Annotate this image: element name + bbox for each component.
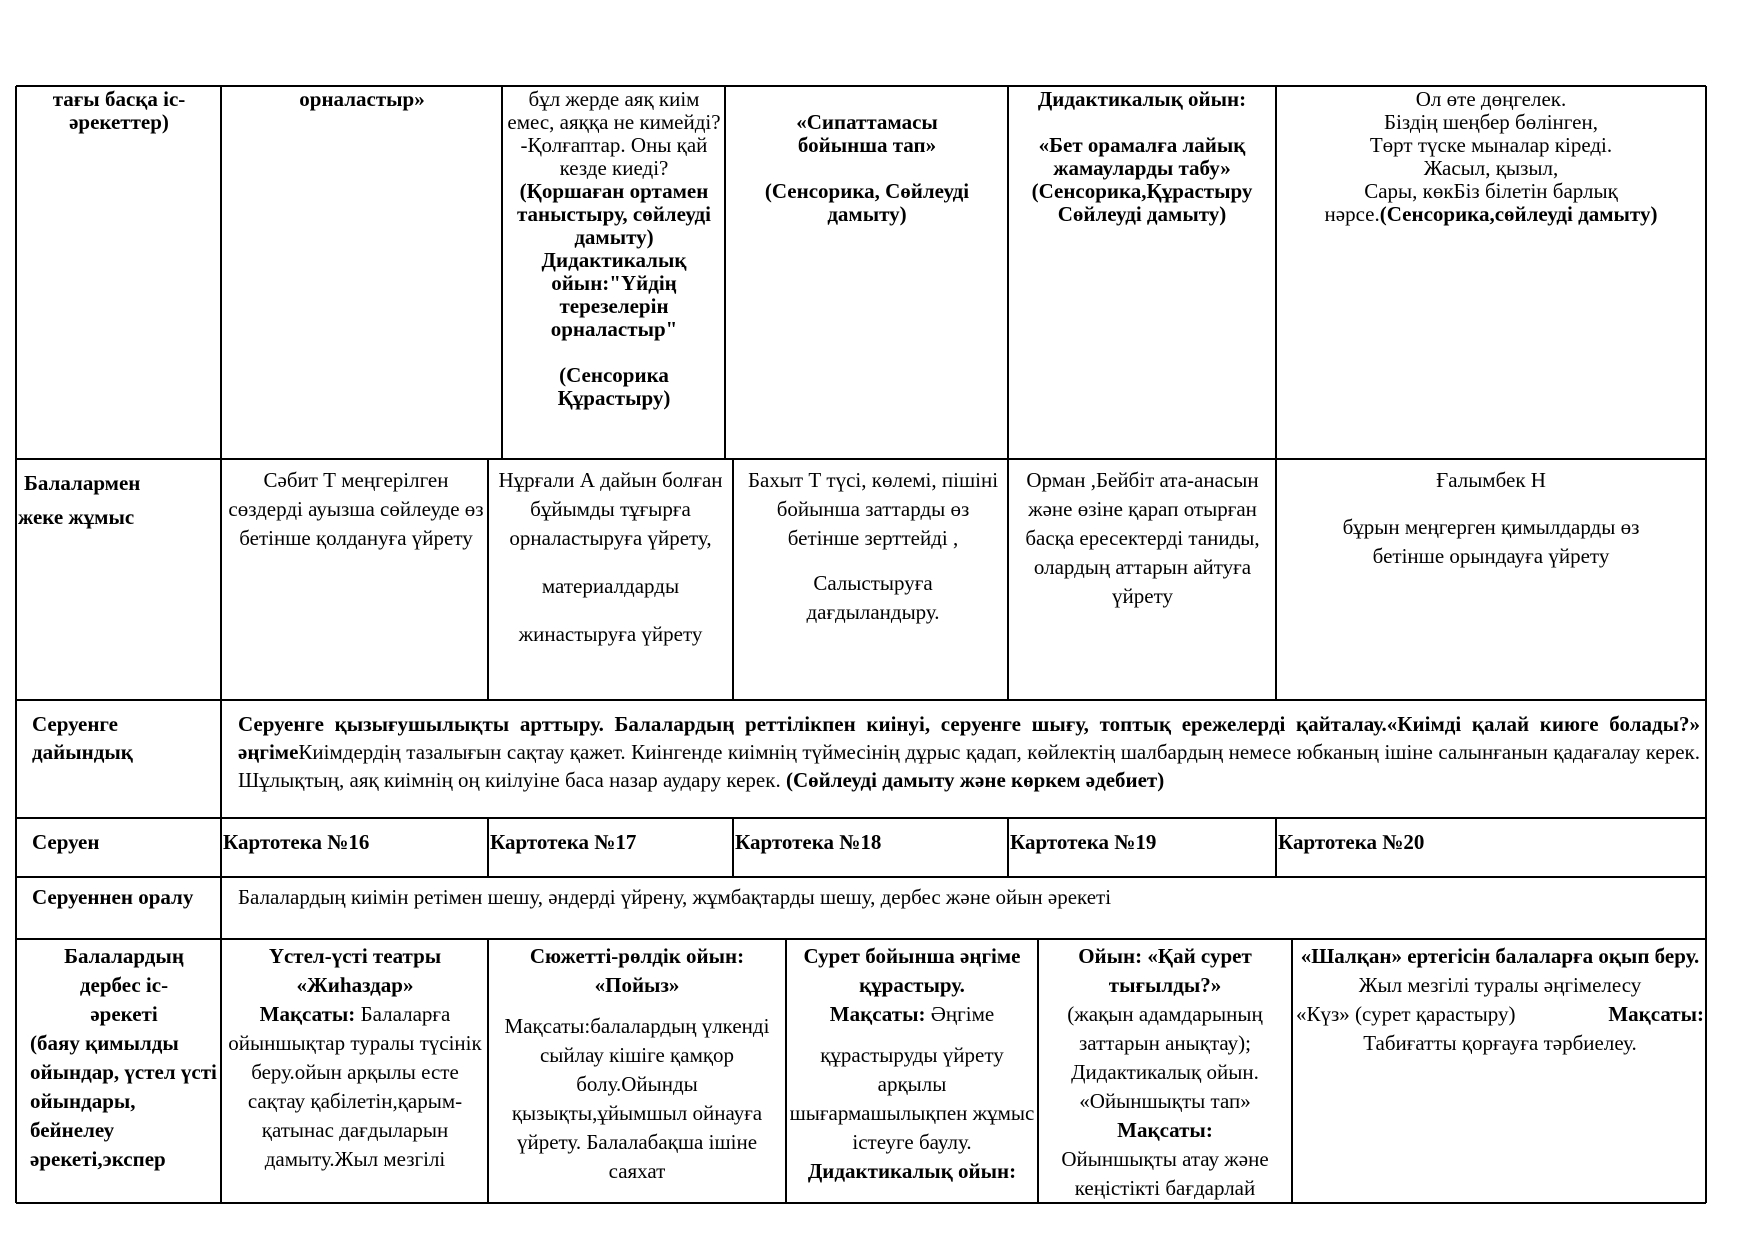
walk-prep-label-text: Серуенге дайындық [32, 712, 133, 764]
walk-prep-text [238, 710, 1700, 794]
individual-col2 [489, 466, 732, 649]
return-text [238, 883, 1698, 911]
poem-line-6 [1278, 203, 1704, 226]
activities-col4-game: «Бет орамалға лайық жамауларды табу» [1038, 133, 1246, 180]
independent-col2-text: Мақсаты:балалардың үлкенді сыйлау кішіге қамқор болу.Ойынды қызықты,ұйымшыл ойнауға үйрету. Балалабақша ішіне саяхат [504, 1014, 770, 1183]
independent-col4 [1039, 942, 1291, 1203]
individual-col3-p1: Бахыт Т түсі, көлемі, пішіні бойынша заттарды өз бетінше зерттейді , [747, 468, 999, 550]
walk-card-2-text: Картотека №17 [490, 830, 637, 854]
walk-card-2 [490, 828, 730, 856]
activities-col2-note: (Қоршаған ортамен таныстыру, сөйлеуді дамыту) [516, 179, 712, 249]
individual-col2-p1: Нұрғали А дайын болған бұйымды тұғырға орналастыруға үйрету, [498, 468, 723, 550]
activities-col2-game: Дидактикалық ойын:"Үйдің терезелерін орналастыр" [541, 248, 687, 341]
activities-col3-note: (Сенсорика, Сөйлеуді дамыту) [764, 179, 970, 226]
walk-prep-body: Киімдердің тазалығын сақтау қажет. Киінгенде киімнің түймесінің дұрыс қадап, көйлектің шалбардың немесе юбканың ішіне салынғанын қадағалау керек. Шұлықтың, аяқ киімнің оң киілуіне баса назар аудару керек. [238, 740, 1700, 792]
poem-line-6-note: (Сенсорика,сөйлеуді дамыту) [1379, 202, 1658, 226]
walk-card-4 [1010, 828, 1272, 856]
individual-col1 [228, 466, 484, 553]
activities-col1-text: орналастыр» [299, 88, 425, 111]
independent-label-title: Балалардың дербес іс-әрекеті [64, 944, 184, 1026]
individual-col4 [1010, 466, 1275, 611]
independent-col4-text1: (жақын адамдарының заттарын анықтау); Дидактикалық ойын. «Ойыншықты тап» [1067, 1002, 1263, 1113]
independent-col1 [225, 942, 485, 1174]
row-individual-label [18, 466, 218, 534]
walk-card-5-text: Картотека №20 [1278, 830, 1425, 854]
independent-col3 [788, 942, 1036, 1186]
independent-col5 [1296, 942, 1704, 1058]
poem-line-6-plain: нәрсе. [1324, 202, 1380, 226]
independent-col5-goal-label: Мақсаты: [1608, 1002, 1704, 1026]
poem-line-2: Біздің шеңбер бөлінген, [1384, 110, 1598, 134]
independent-col4-goal-label: Мақсаты: [1117, 1118, 1213, 1142]
independent-col1-goal: Балаларға ойыншықтар туралы түсінік беру.ойын арқылы есте сақтау қабілетін,қарым-қатынас дағдыларын дамыту.Жыл мезгілі [228, 1002, 482, 1171]
activities-col3-title: «Сипаттамасы бойынша тап» [796, 111, 938, 157]
row-walk-prep-label [32, 710, 212, 766]
individual-col2-p2: материалдарды [541, 574, 680, 598]
independent-col3-goal-label: Мақсаты: [829, 1002, 926, 1026]
walk-card-3 [735, 828, 1005, 856]
poem-line-4: Жасыл, қызыл, [1423, 156, 1559, 180]
walk-card-1 [223, 828, 485, 856]
walk-card-4-text: Картотека №19 [1010, 830, 1157, 854]
independent-col5-title: «Шалқан» ертегісін балаларға оқып беру. [1300, 944, 1700, 968]
independent-col5-title-plain: Жыл мезгілі туралы әңгімелесу [1358, 973, 1642, 997]
independent-col2 [491, 942, 783, 1186]
independent-col3-title: Сурет бойынша әңгіме құрастыру. [803, 944, 1021, 997]
activities-col2-question: бұл жерде аяқ киім емес, аяққа не кимейді?-Қолғаптар. Оны қай кезде киеді? [507, 88, 721, 180]
independent-col1-title: Үстел-үсті театры «Жиһаздар» [268, 944, 442, 997]
independent-col3-game: Дидактикалық ойын: [807, 1159, 1017, 1183]
activities-label-text: тағы басқа іс-әрекеттер) [52, 88, 186, 134]
individual-label-line2: жеке жұмыс [18, 505, 135, 529]
row-activities-label [24, 88, 214, 134]
return-text-value: Балалардың киімін ретімен шешу, әндерді үйрену, жұмбақтарды шешу, дербес және ойын әрекеті [238, 885, 1112, 909]
walk-prep-intro: Серуенге қызығушылықты арттыру. Балалардың реттілікпен киінуі, серуенге шығу, топтық ережелерді қайталау.«Киімді қалай киюге болады?» әңгіме [238, 712, 1700, 764]
return-label-text: Серуеннен оралу [32, 885, 194, 909]
walk-card-3-text: Картотека №18 [735, 830, 882, 854]
individual-col4-text: Орман ,Бейбіт ата-анасын және өзіне қарап отырған басқа ересектерді таниды, олардың аттарын айтуға үйрету [1025, 468, 1260, 608]
independent-col4-text2: Ойыншықты атау және кеңістікті бағдарлай [1061, 1147, 1269, 1200]
row-return-label [32, 883, 212, 911]
activities-col3 [728, 111, 1006, 226]
individual-col5-text: бұрын меңгерген қимылдарды өз бетінше орындауға үйрету [1342, 515, 1640, 568]
individual-col5 [1278, 466, 1704, 571]
row-independent-label [30, 942, 218, 1174]
walk-label-text: Серуен [32, 830, 100, 854]
activities-col4-title: Дидактикалық ойын: [1037, 88, 1247, 111]
independent-col2-title: Сюжетті-рөлдік ойын: «Пойыз» [529, 944, 745, 997]
activities-col2 [505, 88, 723, 458]
independent-col1-goal-label: Мақсаты: [259, 1002, 356, 1026]
activities-col4 [1009, 88, 1275, 226]
independent-col3-goal: Әңгіме [925, 1002, 995, 1026]
activities-col5 [1278, 88, 1704, 226]
individual-col3 [740, 466, 1006, 627]
activities-col4-note: (Сенсорика,Құрастыру Сөйлеуді дамыту) [1031, 179, 1253, 226]
poem-line-1: Ол өте дөңгелек. [1415, 88, 1567, 111]
independent-col5-line: «Күз» (сурет қарастыру) [1296, 1002, 1516, 1026]
activities-col2-note2: (Сенсорика Құрастыру) [557, 363, 671, 410]
walk-card-1-text: Картотека №16 [223, 830, 370, 854]
poem-line-5: Сары, көкБіз білетін барлық [1364, 179, 1618, 203]
individual-col1-text: Сәбит Т меңгерілген сөздерді ауызша сөйлеуде өз бетінше қолдануға үйрету [228, 468, 484, 550]
individual-col5-name: Ғалымбек Н [1436, 468, 1546, 492]
individual-label-line1: Балалармен [24, 471, 141, 495]
independent-col5-goal: Табиғатты қорғауға тәрбиелеу. [1363, 1031, 1637, 1055]
walk-card-5 [1278, 828, 1698, 856]
walk-prep-note: (Сөйлеуді дамыту және көркем әдебиет) [785, 768, 1165, 792]
individual-col3-p2: Салыстыруға дағдыландыру. [806, 571, 940, 624]
independent-label-note: (баяу қимылды ойындар, үстел үсті ойындары, бейнелеу әрекеті,экспер [30, 1031, 217, 1171]
row-walk-label [32, 828, 212, 856]
individual-col2-p3: жинастыруға үйрету [518, 622, 703, 646]
independent-col3-text: құрастыруды үйрету арқылы шығармашылықпен жұмыс істеуге баулу. [789, 1043, 1035, 1154]
poem-line-3: Төрт түске мыналар кіреді. [1369, 133, 1613, 157]
activities-col1 [224, 88, 500, 111]
independent-col4-title: Ойын: «Қай сурет тығылды?» [1078, 944, 1252, 997]
